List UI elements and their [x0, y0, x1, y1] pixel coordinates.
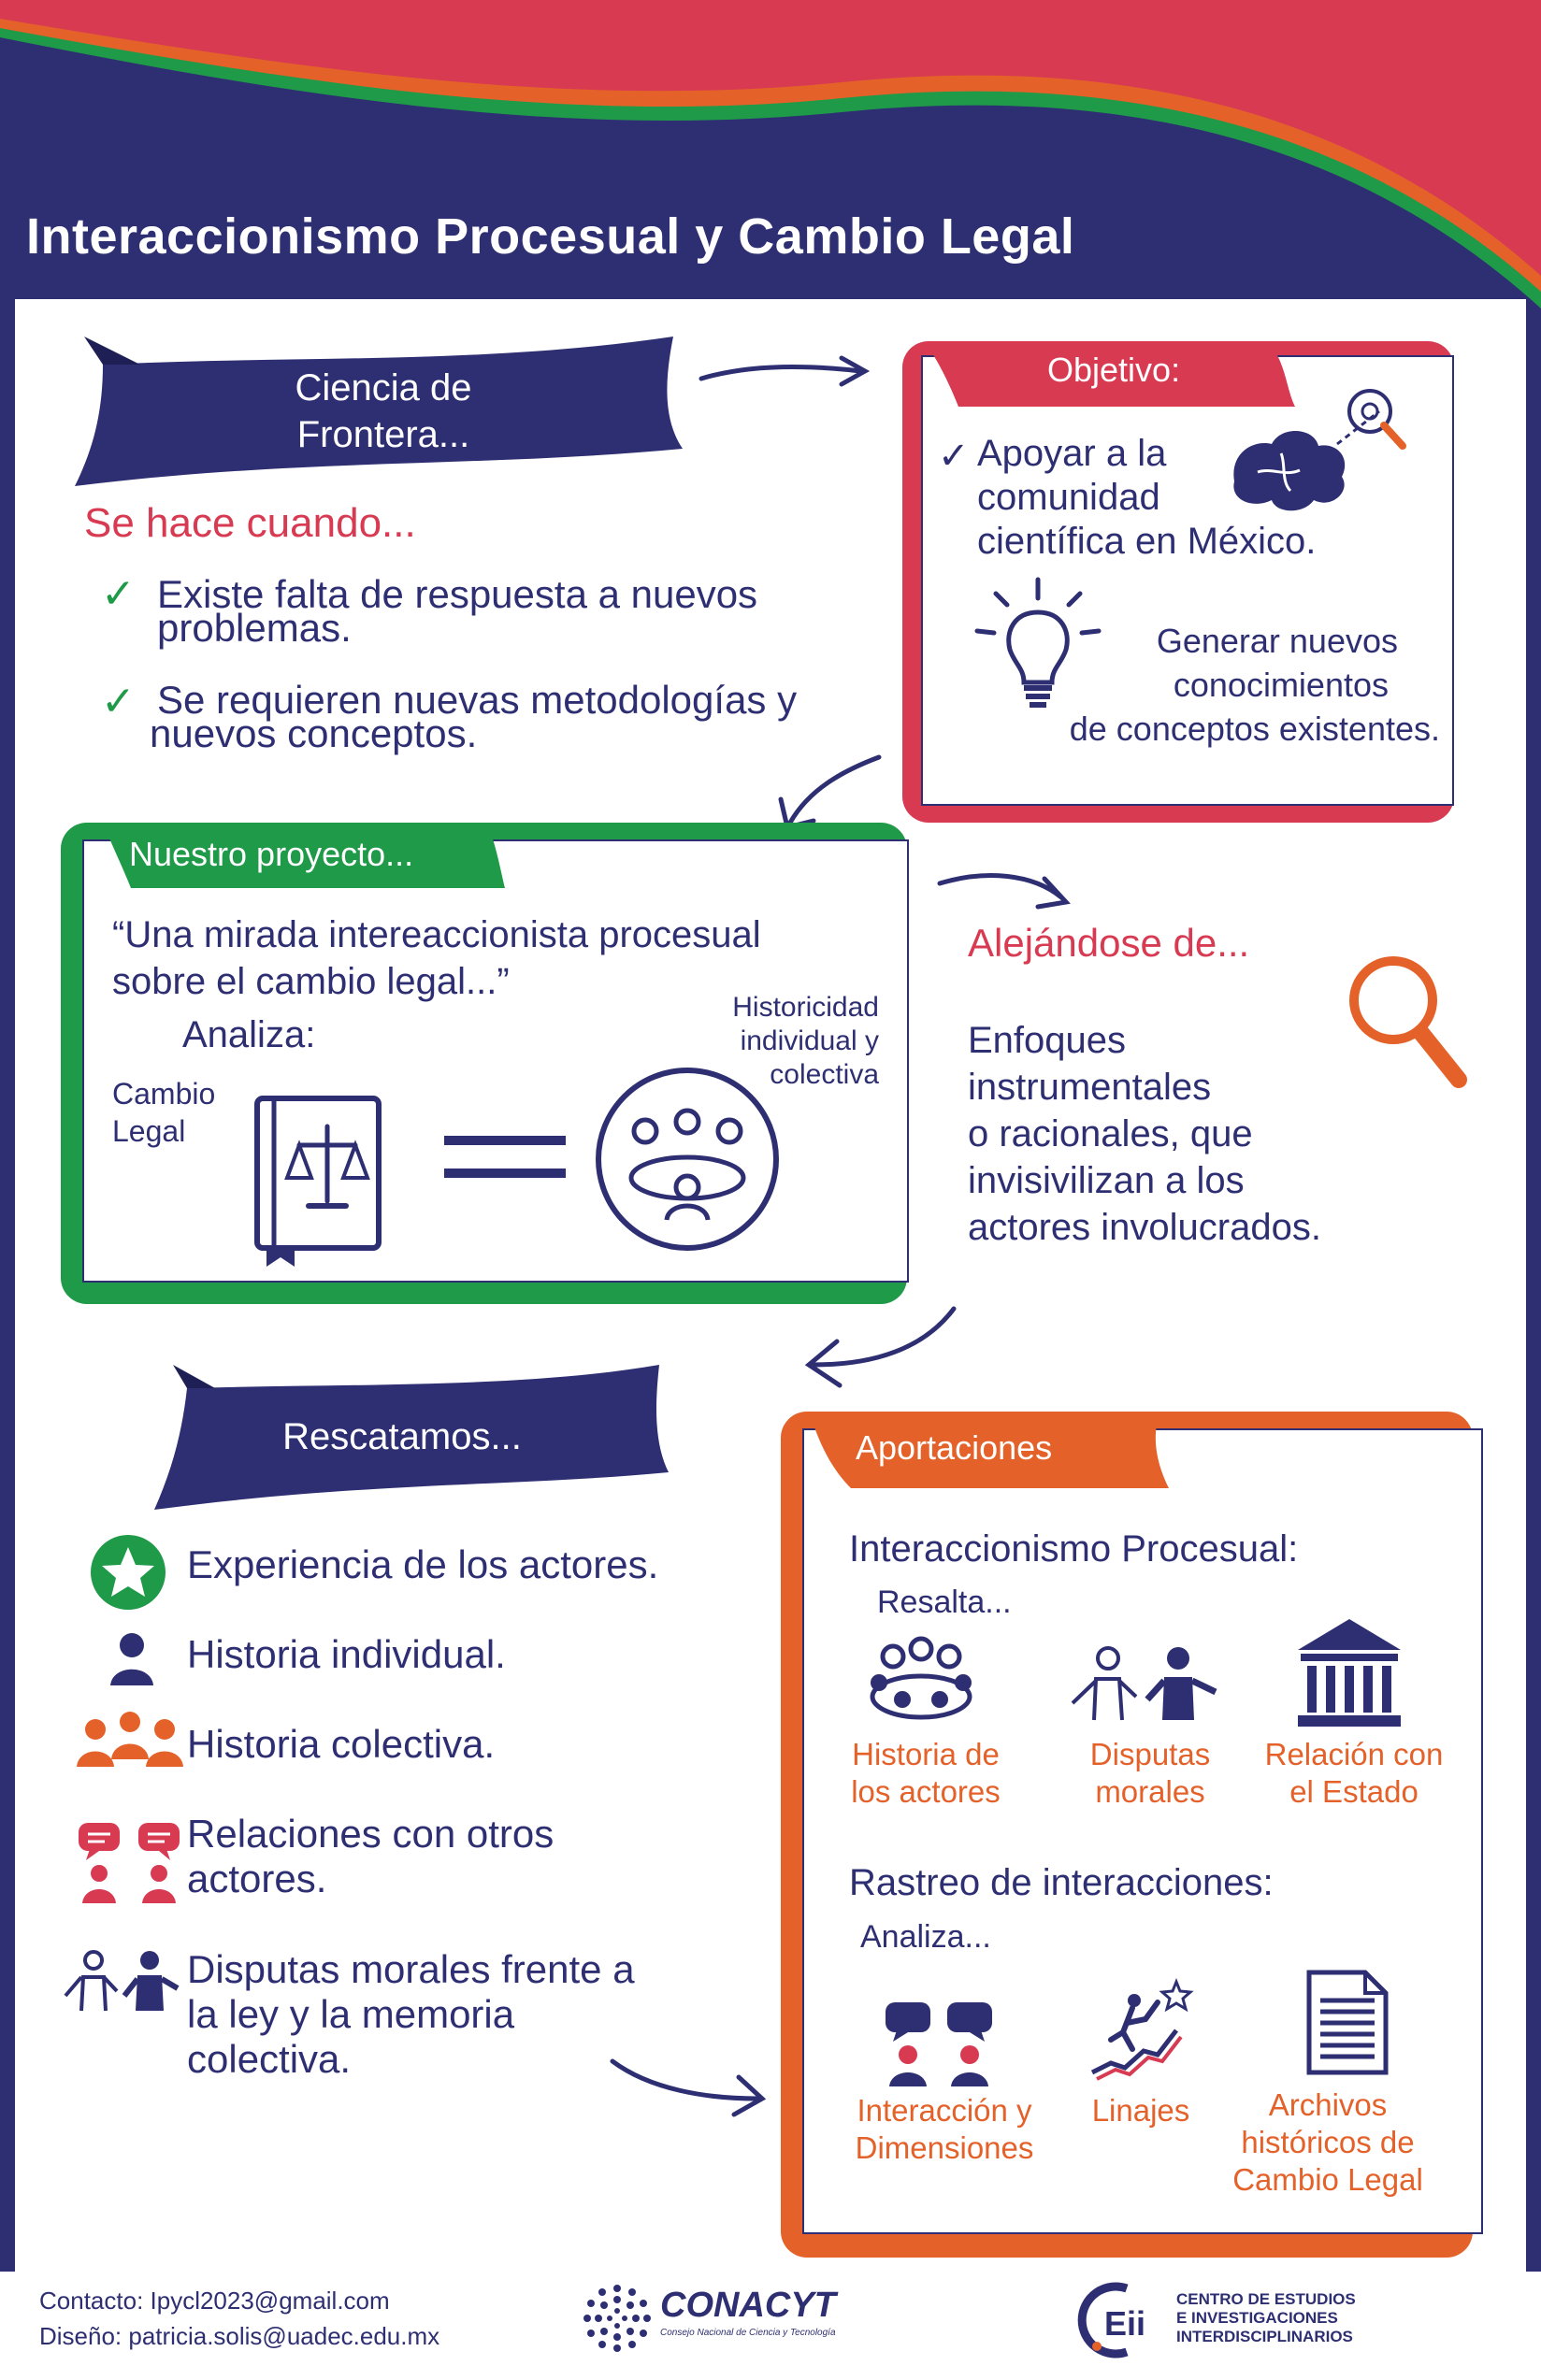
rescatamos-item-5	[187, 1947, 635, 2082]
rescatamos-item-4-line1: Relaciones con otros	[187, 1812, 554, 1856]
banner-ciencia-line1: Ciencia de	[295, 367, 472, 409]
ciencia-item-1-line2: problemas.	[157, 606, 352, 650]
speech-people-icon	[77, 1821, 184, 1905]
arrow-down-left-icon	[795, 1299, 963, 1393]
check-icon: ✓	[101, 571, 136, 617]
ciencia-item-1-line1: Existe falta de respuesta a nuevos	[157, 572, 758, 616]
aportaciones-sec2-title: Rastreo de interacciones:	[849, 1862, 1274, 1903]
group-table-icon	[865, 1636, 977, 1729]
historicidad-line2: individual y	[740, 1025, 879, 1056]
historia-actores-line2: los actores	[851, 1774, 1001, 1809]
climbing-star-icon	[1087, 1974, 1195, 2082]
archivos-label	[1225, 2086, 1431, 2199]
archivos-line1: Archivos	[1268, 2087, 1388, 2122]
arrow-right-icon	[692, 351, 879, 397]
ceii-logo-icon	[1071, 2281, 1164, 2359]
footer-contact	[39, 2283, 439, 2354]
ceii-line2: E INVESTIGACIONES	[1176, 2309, 1338, 2327]
archivos-line3: Cambio Legal	[1232, 2162, 1423, 2197]
disputas-icon	[1061, 1645, 1225, 1725]
interaccion-line1: Interacción y	[857, 2093, 1032, 2128]
group-meeting-icon	[594, 1066, 781, 1253]
rescatamos-item-5-line1: Disputas morales frente a	[187, 1947, 635, 1991]
aportaciones-sec2-sub: Analiza...	[860, 1919, 991, 1955]
ceii-line1: CENTRO DE ESTUDIOS	[1176, 2290, 1356, 2308]
disputas-morales-label	[1047, 1736, 1253, 1811]
relacion-estado-label	[1251, 1736, 1457, 1811]
ceii-line3: INTERDISCIPLINARIOS	[1176, 2328, 1353, 2345]
conversation-icon	[884, 2000, 996, 2089]
generar-line3: de conceptos existentes.	[1069, 710, 1440, 748]
proyecto-quote	[112, 911, 761, 1005]
check-icon: ✓	[101, 679, 136, 724]
ciencia-item-1	[157, 572, 757, 651]
cambio-legal-label	[112, 1075, 215, 1150]
generar-line1: Generar nuevos	[1156, 622, 1398, 660]
proyecto-quote-line2: sobre el cambio legal...”	[112, 961, 510, 1002]
archivos-line2: históricos de	[1241, 2125, 1415, 2159]
alejandose-text	[968, 1017, 1321, 1251]
star-badge-icon	[89, 1533, 168, 1613]
aportaciones-sec1-sub: Resalta...	[877, 1584, 1012, 1620]
banner-ciencia-text	[187, 365, 580, 458]
rescatamos-item-3: Historia colectiva.	[187, 1722, 496, 1766]
magnifier-icon	[1342, 949, 1473, 1098]
objetivo-line1: Apoyar a la	[977, 433, 1167, 474]
historia-actores-line1: Historia de	[852, 1737, 1000, 1771]
check-icon: ✓	[938, 436, 970, 477]
se-hace-cuando-heading: Se hace cuando...	[84, 500, 416, 546]
relacion-line2: el Estado	[1289, 1774, 1419, 1809]
cambio-legal-line1: Cambio	[112, 1077, 216, 1111]
banner-ciencia-line2: Frontera...	[296, 414, 470, 455]
rescatamos-item-4	[187, 1812, 554, 1901]
aportaciones-tab: Aportaciones	[856, 1428, 1053, 1467]
arrow-right-curve-icon	[930, 860, 1080, 916]
page-title: Interaccionismo Procesual y Cambio Legal	[26, 208, 1075, 265]
ciencia-item-2-line1: Se requieren nuevas metodologías y	[157, 678, 798, 722]
law-book-icon	[238, 1089, 388, 1267]
dispute-icon	[61, 1949, 182, 2014]
footer-contacto: Contacto: Ipycl2023@gmail.com	[39, 2287, 390, 2315]
rescatamos-item-2: Historia individual.	[187, 1632, 506, 1676]
alejandose-line4: invisivilizan a los	[968, 1160, 1245, 1201]
historicidad-line1: Historicidad	[732, 992, 879, 1023]
ceii-name	[1176, 2290, 1356, 2346]
objetivo-line2: comunidad	[977, 477, 1160, 518]
person-icon	[110, 1631, 153, 1687]
proyecto-quote-line1: “Una mirada intereaccionista procesual	[112, 914, 761, 955]
arrow-right-curve-icon	[603, 2047, 771, 2122]
relacion-line1: Relación con	[1264, 1737, 1444, 1771]
objetivo-tab: Objetivo:	[1047, 351, 1181, 389]
ciencia-item-2	[150, 678, 798, 756]
cambio-legal-line2: Legal	[112, 1114, 186, 1148]
proyecto-tab: Nuestro proyecto...	[129, 835, 414, 873]
objetivo-line3: científica en México.	[977, 521, 1317, 562]
ciencia-item-2-line2: nuevos conceptos.	[150, 711, 478, 755]
disputas-line1: Disputas	[1089, 1737, 1211, 1771]
equals-icon	[439, 1131, 570, 1187]
disputas-line2: morales	[1095, 1774, 1205, 1809]
rescatamos-item-5-line3: colectiva.	[187, 2037, 352, 2081]
alejandose-line1: Enfoques	[968, 1020, 1127, 1061]
ceii-logo-text: Eii	[1104, 2304, 1146, 2343]
conacyt-subtitle: Consejo Nacional de Ciencia y Tecnología	[660, 2328, 836, 2338]
group-icon	[77, 1711, 184, 1771]
alejandose-line5: actores involucrados.	[968, 1207, 1321, 1248]
historia-actores-label	[823, 1736, 1029, 1811]
generar-line2: conocimientos	[1173, 666, 1389, 704]
rescatamos-item-4-line2: actores.	[187, 1857, 327, 1900]
banner-rescatamos-text: Rescatamos...	[282, 1416, 522, 1457]
rescatamos-item-1: Experiencia de los actores.	[187, 1542, 659, 1586]
alejandose-line2: instrumentales	[968, 1067, 1212, 1108]
conacyt-name: CONACYT	[660, 2286, 836, 2325]
brain-search-icon	[1225, 379, 1412, 528]
rescatamos-item-5-line2: la ley y la memoria	[187, 1992, 515, 2036]
interaccion-label	[837, 2092, 1052, 2167]
alejandose-heading: Alejándose de...	[968, 921, 1250, 965]
generar-text	[991, 619, 1440, 751]
government-building-icon	[1293, 1614, 1405, 1731]
conacyt-logo-icon	[580, 2281, 655, 2356]
aportaciones-sec1-title: Interaccionismo Procesual:	[849, 1528, 1299, 1570]
historicidad-line3: colectiva	[770, 1059, 879, 1090]
document-icon	[1300, 1968, 1393, 2080]
alejandose-line3: o racionales, que	[968, 1113, 1253, 1154]
footer-diseno: Diseño: patricia.solis@uadec.edu.mx	[39, 2322, 440, 2350]
proyecto-analiza: Analiza:	[182, 1014, 316, 1055]
interaccion-line2: Dimensiones	[855, 2130, 1034, 2165]
linajes-label: Linajes	[1091, 2093, 1190, 2128]
